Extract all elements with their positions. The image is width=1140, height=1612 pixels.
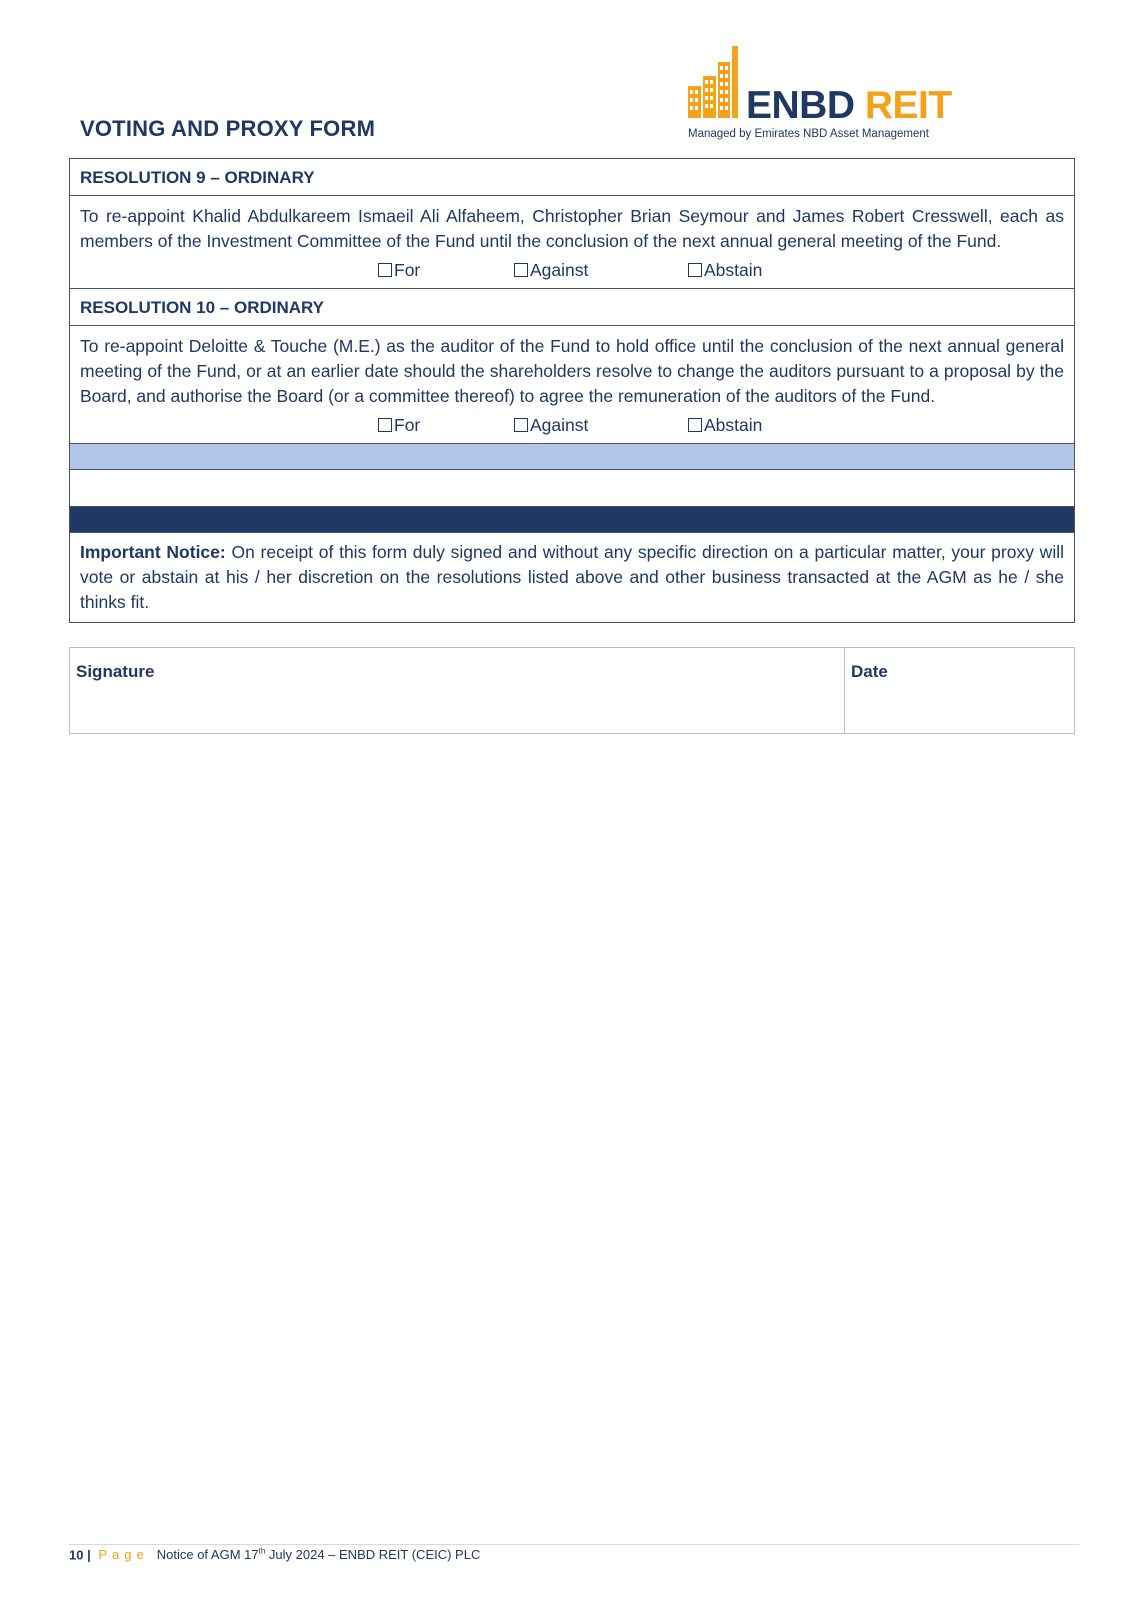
checkbox-icon xyxy=(688,418,702,432)
resolution-9-vote-options xyxy=(70,258,1074,288)
resolution-9-abstain-checkbox[interactable] xyxy=(688,260,762,281)
date-label: Date xyxy=(851,662,888,681)
resolution-10-body xyxy=(70,326,1074,444)
checkbox-icon xyxy=(514,263,528,277)
signature-table xyxy=(69,647,1075,734)
resolution-10-for-checkbox[interactable] xyxy=(378,415,420,436)
resolution-9-text: To re-appoint Khalid Abdulkareem Ismaeil Ali Alfaheem, Christopher Brian Seymour and James Robert Cresswell, each as members of the Investment Committee of the Fund until the conclusion of the next annual general meeting of the Fund. xyxy=(80,206,1064,251)
checkbox-icon xyxy=(378,418,392,432)
blank-row xyxy=(70,470,1074,507)
option-label: Abstain xyxy=(704,415,763,435)
checkbox-icon xyxy=(688,263,702,277)
notice-label: Important Notice: xyxy=(80,542,226,562)
logo-tagline: Managed by Emirates NBD Asset Management xyxy=(688,128,929,140)
option-label: Against xyxy=(530,415,589,435)
resolution-9-body xyxy=(70,196,1074,289)
resolution-10-abstain-checkbox[interactable] xyxy=(688,415,762,436)
dark-divider-band xyxy=(70,507,1074,533)
signature-label: Signature xyxy=(76,662,155,681)
logo-wordmark xyxy=(746,84,952,128)
page-word: Page xyxy=(98,1547,149,1563)
checkbox-icon xyxy=(514,418,528,432)
resolution-10-text: To re-appoint Deloitte & Touche (M.E.) as the auditor of the Fund to hold office until the conclusion of the next annual general meeting of the Fund, or at an earlier date should the shareholders resolve to change the auditors pursuant to a proposal by the Board, and authorise the Board (or a committee thereof) to agree the remuneration of the auditors of the Fund. xyxy=(80,336,1064,406)
enbd-reit-logo xyxy=(688,46,958,146)
signature-field[interactable] xyxy=(70,648,845,733)
option-label: Abstain xyxy=(704,260,763,280)
document-ref-sup: th xyxy=(258,1547,266,1556)
resolution-9-for-checkbox[interactable] xyxy=(378,260,420,281)
resolution-10-heading: RESOLUTION 10 – ORDINARY xyxy=(70,289,1074,326)
notice-text: On receipt of this form duly signed and without any specific direction on a particular matter, your proxy will vote or abstain at his / her discretion on the resolutions listed above and other business transacted at the AGM as he / she thinks fit. xyxy=(80,542,1064,612)
option-label: Against xyxy=(530,260,589,280)
light-divider-band xyxy=(70,444,1074,470)
footer-divider xyxy=(69,1544,1079,1545)
document-ref-prefix: Notice of AGM 17 xyxy=(156,1547,259,1563)
resolution-10-vote-options xyxy=(70,413,1074,443)
logo-word-enbd: ENBD xyxy=(746,84,855,127)
checkbox-icon xyxy=(378,263,392,277)
important-notice xyxy=(70,533,1074,622)
building-icon xyxy=(688,46,740,122)
resolution-9-against-checkbox[interactable] xyxy=(514,260,588,281)
resolutions-table xyxy=(69,158,1075,623)
document-ref-suffix: July 2024 – ENBD REIT (CEIC) PLC xyxy=(265,1547,481,1563)
page-title: VOTING AND PROXY FORM xyxy=(80,116,376,141)
document-reference xyxy=(157,1547,481,1562)
option-label: For xyxy=(394,260,421,280)
page-footer xyxy=(69,1547,480,1562)
option-label: For xyxy=(394,415,421,435)
page-number: 10 xyxy=(69,1547,84,1563)
footer-separator: | xyxy=(87,1547,91,1563)
date-field[interactable] xyxy=(845,648,1074,733)
logo-word-reit: REIT xyxy=(864,84,952,127)
resolution-9-heading: RESOLUTION 9 – ORDINARY xyxy=(70,159,1074,196)
resolution-10-against-checkbox[interactable] xyxy=(514,415,588,436)
